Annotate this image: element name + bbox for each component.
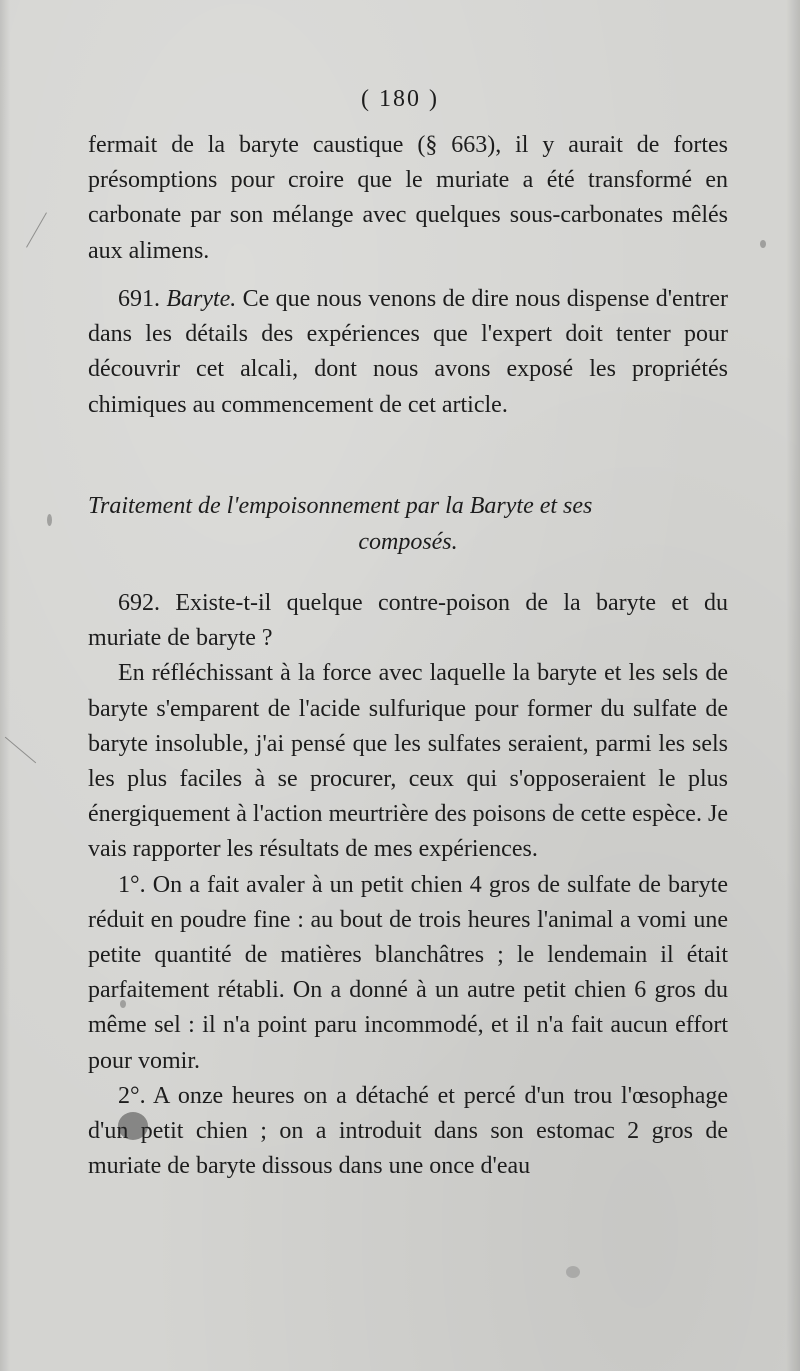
paragraph-text: Ce que nous venons de dire nous dispense d'entrer dans les détails des expériences que l'expert doit tenter pour découvrir cet alcali, dont nous avons exposé les propriétés chimiques au commencement de cet article. <box>88 286 728 418</box>
page-left-shadow <box>0 0 10 1371</box>
section-heading <box>88 488 728 560</box>
paragraph-experiment-1: 1°. On a fait avaler à un petit chien 4 gros de sulfate de baryte réduit en poudre fine : au bout de trois heures l'animal a vomi une petite quantité de matières blanchâtres ; le lendemain il était parfaitement rétabli. On a donné à un autre petit chien 6 gros du même sel : il n'a point paru incommodé, et il n'a fait aucun effort pour vomir. <box>88 871 728 1074</box>
ink-speck <box>47 514 52 526</box>
page-number: ( 180 ) <box>361 86 439 112</box>
paragraph-lead: Baryte. <box>166 286 237 312</box>
paragraph-692: 692. Existe-t-il quelque contre-poison de la baryte et du muriate de baryte ? <box>88 590 728 652</box>
ink-speck <box>566 1266 580 1278</box>
paragraph-691 <box>88 282 728 423</box>
paragraph-continuation <box>88 128 728 269</box>
paragraph-text: fermait de la baryte caustique (§ 663), il y aurait de fortes présomptions pour croire que le muriate a été transformé en carbonate par son mélange avec quelques sous-carbonates mêlés aux alimens. <box>88 132 728 264</box>
section-heading-line-1: Traitement de l'empoisonnement par la Baryte et ses <box>88 493 593 519</box>
margin-mark <box>26 212 47 247</box>
section-body <box>88 586 728 1184</box>
page-right-shadow <box>786 0 800 1371</box>
paragraph-number: 691. <box>118 286 160 312</box>
section-heading-line-2: composés. <box>358 529 458 555</box>
ink-speck <box>760 240 766 248</box>
paragraph-691-body <box>88 282 728 423</box>
ink-speck <box>120 1000 126 1008</box>
ink-blot <box>118 1112 148 1140</box>
paragraph-experiment-2: 2°. A onze heures on a détaché et percé d'un trou l'œsophage d'un petit chien ; on a introduit dans son estomac 2 gros de muriate de baryte dissous dans une once d'eau <box>88 1082 728 1180</box>
paragraph-reflection: En réfléchissant à la force avec laquelle la baryte et les sels de baryte s'emparent de l'acide sulfurique pour former du sulfate de baryte insoluble, j'ai pensé que les sulfates seraient, parmi les sels les plus faciles à se procurer, ceux qui s'opposeraient le plus énergiquement à l'action meurtrière des poisons de cette espèce. Je vais rapporter les résultats de mes expériences. <box>88 660 728 863</box>
